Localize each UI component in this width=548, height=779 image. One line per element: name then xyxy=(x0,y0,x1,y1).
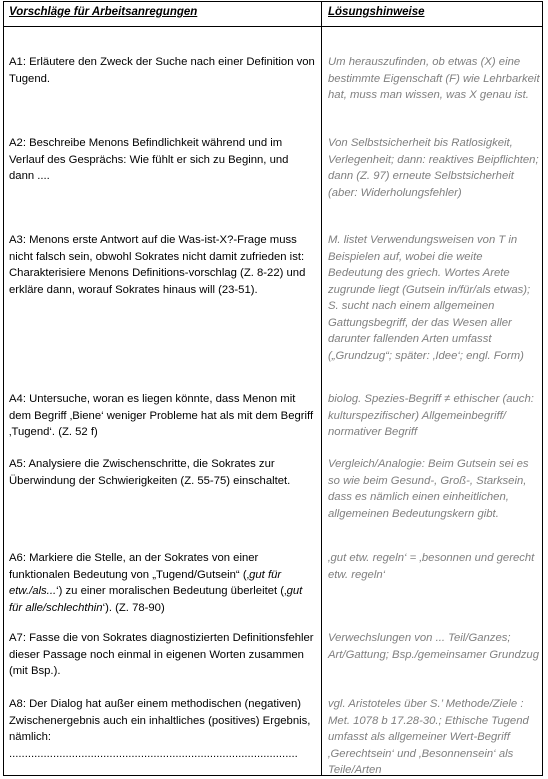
task-text-italic: gut für etw./als... xyxy=(9,568,282,597)
task-text-italic: gut für alle/schlechthin xyxy=(9,585,303,614)
task-text: Beschreibe Menons Befindlichkeit während und im Verlauf des Gesprächs: Wie fühlt er sich zu Beginn, und dann .... xyxy=(9,137,289,182)
task-text: ‘) zu einer moralischen Bedeutung überleitet (‚ xyxy=(56,585,287,597)
header-tasks: Vorschläge für Arbeitsanregungen xyxy=(9,6,198,18)
task-a2 xyxy=(9,135,315,185)
hint-a8: vgl. Aristoteles über S.’ Methode/Ziele : Met. 1078 b 17.28-30.; Ethische Tugend umfasst als allgemeiner Wert-Begriff ‚Gerechtsein‘ und ‚Besonnensein‘ als Teile/Arten xyxy=(328,698,529,776)
column-divider xyxy=(321,2,322,775)
task-a3 xyxy=(9,232,315,298)
task-text: Fasse die von Sokrates diagnostizierten Definitionsfehler dieser Passage noch einmal in eigenen Worten zusammen (mit Bsp.). xyxy=(9,632,314,677)
hint-a5: Vergleich/Analogie: Beim Gutsein sei es so wie beim Gesund-, Groß-, Starksein, dass es nämlich einen einheitlichen, allgemeinen Bedeutungskern gibt. xyxy=(328,458,529,520)
task-number: A5: xyxy=(9,458,26,470)
task-a8 xyxy=(9,696,315,762)
task-text: Untersuche, woran es liegen könnte, dass Menon mit dem Begriff ‚Biene‘ weniger Probleme hat als mit dem Begriff ‚Tugend‘. (Z. 52 f) xyxy=(9,393,314,438)
task-number: A7: xyxy=(9,632,26,644)
hint-a2: Von Selbstsicherheit bis Ratlosigkeit, Verlegenheit; dann: reaktives Beipflichten; dann (Z. 97) erneute Selbstsicherheit (aber: Widerholungsfehler) xyxy=(328,137,539,199)
task-a6 xyxy=(9,550,315,616)
task-number: A6: xyxy=(9,552,26,564)
task-text: ‘). (Z. 78-90) xyxy=(102,601,165,614)
hint-a3: M. listet Verwendungsweisen von T in Beispielen auf, wobei die weite Bedeutung des griech. Wortes Arete zugrunde liegt (Gutsein in/für/als etwas); S. sucht nach einem allgemeinen Gattungsbegriff, der das Wesen aller darunter fallenden Arten umfasst („Grundzug“; später: ‚Idee‘; engl. Form) xyxy=(328,234,531,362)
hint-a1: Um herauszufinden, ob etwas (X) eine bestimmte Eigenschaft (F) wie Lehrbarkeit hat, muss man wissen, was X genau ist. xyxy=(328,56,540,101)
task-a5 xyxy=(9,456,315,489)
hint-a4: biolog. Spezies-Begriff ≠ ethischer (auch: kulturspezifischer) Allgemeinbegriff/ normativer Begriff xyxy=(328,393,534,438)
task-text: Menons erste Antwort auf die Was-ist-X?-Frage muss nicht falsch sein, obwohl Sokrates nicht damit zufrieden ist: Charakterisiere Menons Definitions-vorschlag (Z. 8-22) und erkläre dann, worauf Sokrates hinaus will (23-51). xyxy=(9,234,306,296)
answer-line: ............................................................................................ xyxy=(9,747,298,760)
task-text: Erläutere den Zweck der Suche nach einer Definition von Tugend. xyxy=(9,56,315,85)
worksheet-table xyxy=(3,1,543,776)
header-hints: Lösungshinweise xyxy=(328,6,425,18)
header-divider xyxy=(4,26,542,27)
task-text: Der Dialog hat außer einem methodischen (negativen) Zwischenergebnis auch ein inhaltliches (positives) Ergebnis, nämlich: xyxy=(9,698,311,743)
task-text: Analysiere die Zwischenschritte, die Sokrates zur Überwindung der Schwierigkeiten (Z. 55-75) einschaltet. xyxy=(9,458,291,487)
hint-a6: ‚gut etw. regeln‘ = ‚besonnen und gerecht etw. regeln‘ xyxy=(328,552,535,581)
task-a7 xyxy=(9,630,315,680)
task-number: A8: xyxy=(9,698,26,710)
task-number: A3: xyxy=(9,234,26,246)
task-a1 xyxy=(9,54,315,87)
task-number: A2: xyxy=(9,137,26,149)
task-text: Markiere die Stelle, an der Sokrates von einer funktionalen Bedeutung von „Tugend/Gutsein“ (‚ xyxy=(9,552,259,581)
hint-a7: Verwechslungen von ... Teil/Ganzes; Art/Gattung; Bsp./gemeinsamer Grundzug xyxy=(328,632,539,661)
task-number: A4: xyxy=(9,393,26,405)
task-number: A1: xyxy=(9,56,26,68)
task-a4 xyxy=(9,391,315,441)
